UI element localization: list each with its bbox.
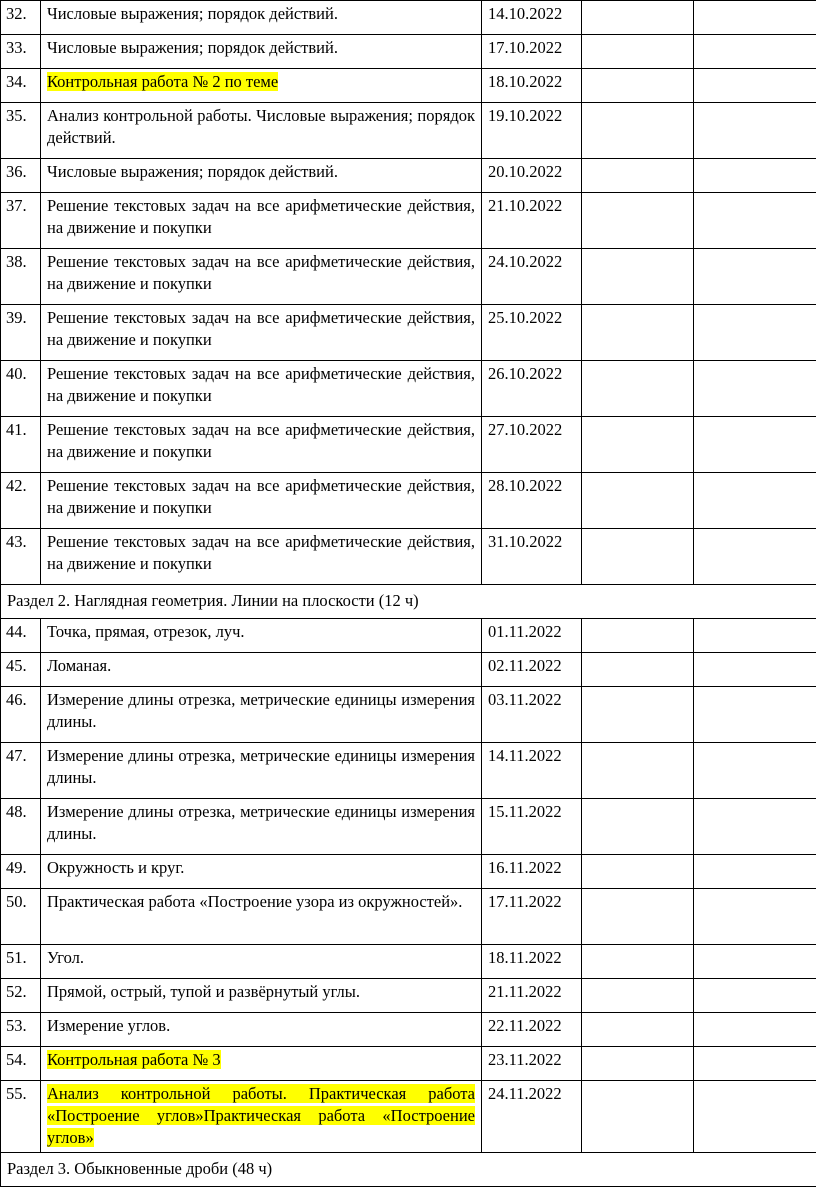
lesson-row: [1, 305, 816, 361]
lesson-row: [1, 103, 816, 159]
lesson-number: 51.: [1, 945, 41, 979]
lesson-topic: Решение текстовых задач на все арифметические действия, на движение и покупки: [47, 196, 475, 237]
actual-date-cell: [582, 743, 694, 799]
lesson-row: [1, 889, 816, 945]
lesson-date: 02.11.2022: [482, 653, 582, 687]
lesson-topic-cell: [41, 653, 482, 687]
notes-cell: [694, 743, 816, 799]
lesson-topic: Измерение длины отрезка, метрические единицы измерения длины.: [47, 690, 475, 731]
lesson-topic-cell: [41, 1013, 482, 1047]
lesson-topic: Решение текстовых задач на все арифметические действия, на движение и покупки: [47, 308, 475, 349]
lesson-topic: Числовые выражения; порядок действий.: [47, 162, 338, 181]
lesson-row: [1, 799, 816, 855]
lesson-number: 45.: [1, 653, 41, 687]
lesson-number: 48.: [1, 799, 41, 855]
lesson-number: 36.: [1, 159, 41, 193]
lesson-topic-cell: [41, 799, 482, 855]
notes-cell: [694, 1047, 816, 1081]
lesson-date: 27.10.2022: [482, 417, 582, 473]
section-row: [1, 585, 816, 619]
lesson-row: [1, 1047, 816, 1081]
lesson-topic-cell: [41, 979, 482, 1013]
notes-cell: [694, 687, 816, 743]
lesson-row: [1, 417, 816, 473]
notes-cell: [694, 159, 816, 193]
lesson-topic: Решение текстовых задач на все арифметические действия, на движение и покупки: [47, 364, 475, 405]
lesson-topic: Измерение углов.: [47, 1016, 171, 1035]
lesson-row: [1, 743, 816, 799]
notes-cell: [694, 193, 816, 249]
notes-cell: [694, 979, 816, 1013]
lesson-number: 39.: [1, 305, 41, 361]
lesson-date: 24.10.2022: [482, 249, 582, 305]
lesson-topic-cell: [41, 1081, 482, 1153]
lesson-topic: Угол.: [47, 948, 84, 967]
lesson-topic-cell: [41, 473, 482, 529]
lesson-topic-cell: [41, 193, 482, 249]
lesson-date: 19.10.2022: [482, 103, 582, 159]
lesson-row: [1, 361, 816, 417]
actual-date-cell: [582, 1047, 694, 1081]
lesson-date: 28.10.2022: [482, 473, 582, 529]
lesson-date: 03.11.2022: [482, 687, 582, 743]
lesson-topic: Решение текстовых задач на все арифметические действия, на движение и покупки: [47, 420, 475, 461]
lesson-topic-cell: [41, 743, 482, 799]
notes-cell: [694, 619, 816, 653]
lesson-row: [1, 945, 816, 979]
notes-cell: [694, 1081, 816, 1153]
lesson-date: 18.11.2022: [482, 945, 582, 979]
lesson-row: [1, 687, 816, 743]
notes-cell: [694, 1013, 816, 1047]
actual-date-cell: [582, 529, 694, 585]
lesson-number: 32.: [1, 1, 41, 35]
actual-date-cell: [582, 979, 694, 1013]
lesson-topic-cell: [41, 103, 482, 159]
lesson-row: [1, 193, 816, 249]
lesson-number: 37.: [1, 193, 41, 249]
notes-cell: [694, 945, 816, 979]
lesson-date: 14.10.2022: [482, 1, 582, 35]
notes-cell: [694, 35, 816, 69]
actual-date-cell: [582, 35, 694, 69]
lesson-topic-cell: [41, 889, 482, 945]
lesson-row: [1, 1, 816, 35]
notes-cell: [694, 69, 816, 103]
lesson-number: 53.: [1, 1013, 41, 1047]
lesson-topic-cell: [41, 1047, 482, 1081]
lesson-topic-cell: [41, 855, 482, 889]
actual-date-cell: [582, 799, 694, 855]
lesson-topic-cell: [41, 529, 482, 585]
lesson-date: 20.10.2022: [482, 159, 582, 193]
lesson-date: 17.10.2022: [482, 35, 582, 69]
actual-date-cell: [582, 653, 694, 687]
actual-date-cell: [582, 249, 694, 305]
lesson-topic-cell: [41, 305, 482, 361]
lesson-date: 24.11.2022: [482, 1081, 582, 1153]
lesson-topic-cell: [41, 361, 482, 417]
lesson-number: 49.: [1, 855, 41, 889]
notes-cell: [694, 529, 816, 585]
lesson-topic-cell: [41, 35, 482, 69]
lesson-number: 41.: [1, 417, 41, 473]
lesson-number: 42.: [1, 473, 41, 529]
notes-cell: [694, 361, 816, 417]
lesson-number: 47.: [1, 743, 41, 799]
lesson-topic: Решение текстовых задач на все арифметические действия, на движение и покупки: [47, 476, 475, 517]
lesson-topic-cell: [41, 687, 482, 743]
actual-date-cell: [582, 103, 694, 159]
lesson-topic-cell: [41, 159, 482, 193]
lesson-number: 44.: [1, 619, 41, 653]
notes-cell: [694, 653, 816, 687]
lesson-topic: Измерение длины отрезка, метрические единицы измерения длины.: [47, 746, 475, 787]
actual-date-cell: [582, 69, 694, 103]
lesson-number: 35.: [1, 103, 41, 159]
lesson-row: [1, 979, 816, 1013]
lesson-number: 52.: [1, 979, 41, 1013]
lesson-row: [1, 529, 816, 585]
lesson-row: [1, 1013, 816, 1047]
lesson-topic: Практическая работа «Построение узора из окружностей».: [47, 892, 463, 911]
lesson-topic-cell: [41, 619, 482, 653]
actual-date-cell: [582, 305, 694, 361]
lesson-date: 21.10.2022: [482, 193, 582, 249]
lesson-date: 14.11.2022: [482, 743, 582, 799]
lesson-number: 54.: [1, 1047, 41, 1081]
lesson-date: 21.11.2022: [482, 979, 582, 1013]
notes-cell: [694, 103, 816, 159]
lesson-date: 31.10.2022: [482, 529, 582, 585]
lesson-number: 34.: [1, 69, 41, 103]
lesson-plan-body: [1, 1, 816, 1187]
lesson-date: 17.11.2022: [482, 889, 582, 945]
lesson-date: 01.11.2022: [482, 619, 582, 653]
lesson-topic: Решение текстовых задач на все арифметические действия, на движение и покупки: [47, 252, 475, 293]
actual-date-cell: [582, 417, 694, 473]
lesson-number: 55.: [1, 1081, 41, 1153]
actual-date-cell: [582, 687, 694, 743]
lesson-topic: Числовые выражения; порядок действий.: [47, 38, 338, 57]
lesson-topic: Анализ контрольной работы. Числовые выражения; порядок действий.: [47, 106, 475, 147]
lesson-row: [1, 855, 816, 889]
lesson-topic: Прямой, острый, тупой и развёрнутый углы.: [47, 982, 360, 1001]
lesson-date: 18.10.2022: [482, 69, 582, 103]
lesson-row: [1, 159, 816, 193]
lesson-row: [1, 619, 816, 653]
lesson-number: 50.: [1, 889, 41, 945]
lesson-row: [1, 1081, 816, 1153]
lesson-topic-cell: [41, 1, 482, 35]
lesson-date: 15.11.2022: [482, 799, 582, 855]
lesson-row: [1, 69, 816, 103]
actual-date-cell: [582, 619, 694, 653]
actual-date-cell: [582, 473, 694, 529]
lesson-topic-cell: [41, 417, 482, 473]
lesson-topic: Ломаная.: [47, 656, 112, 675]
notes-cell: [694, 799, 816, 855]
lesson-topic-cell: [41, 69, 482, 103]
actual-date-cell: [582, 889, 694, 945]
lesson-topic: Измерение длины отрезка, метрические единицы измерения длины.: [47, 802, 475, 843]
actual-date-cell: [582, 1013, 694, 1047]
lesson-topic: Числовые выражения; порядок действий.: [47, 4, 338, 23]
section-title: Раздел 3. Обыкновенные дроби (48 ч): [1, 1153, 816, 1187]
notes-cell: [694, 1, 816, 35]
notes-cell: [694, 889, 816, 945]
actual-date-cell: [582, 1, 694, 35]
actual-date-cell: [582, 945, 694, 979]
lesson-row: [1, 35, 816, 69]
lesson-row: [1, 249, 816, 305]
notes-cell: [694, 249, 816, 305]
highlighted-lesson-topic: Контрольная работа № 2 по теме: [47, 72, 279, 91]
notes-cell: [694, 417, 816, 473]
lesson-number: 43.: [1, 529, 41, 585]
lesson-number: 40.: [1, 361, 41, 417]
lesson-row: [1, 653, 816, 687]
notes-cell: [694, 855, 816, 889]
actual-date-cell: [582, 193, 694, 249]
lesson-topic-cell: [41, 249, 482, 305]
lesson-date: 26.10.2022: [482, 361, 582, 417]
actual-date-cell: [582, 855, 694, 889]
lesson-topic-cell: [41, 945, 482, 979]
lesson-date: 23.11.2022: [482, 1047, 582, 1081]
lesson-number: 46.: [1, 687, 41, 743]
lesson-date: 22.11.2022: [482, 1013, 582, 1047]
actual-date-cell: [582, 361, 694, 417]
lesson-topic: Окружность и круг.: [47, 858, 185, 877]
lesson-topic: Точка, прямая, отрезок, луч.: [47, 622, 245, 641]
lesson-row: [1, 473, 816, 529]
lesson-number: 33.: [1, 35, 41, 69]
actual-date-cell: [582, 159, 694, 193]
notes-cell: [694, 473, 816, 529]
highlighted-lesson-topic: Анализ контрольной работы. Практическая работа «Построение углов»Практическая работа «Построение углов»: [47, 1084, 475, 1147]
lesson-date: 25.10.2022: [482, 305, 582, 361]
lesson-number: 38.: [1, 249, 41, 305]
actual-date-cell: [582, 1081, 694, 1153]
highlighted-lesson-topic: Контрольная работа № 3: [47, 1050, 221, 1069]
section-row: [1, 1153, 816, 1187]
section-title: Раздел 2. Наглядная геометрия. Линии на плоскости (12 ч): [1, 585, 816, 619]
lesson-date: 16.11.2022: [482, 855, 582, 889]
notes-cell: [694, 305, 816, 361]
lesson-topic: Решение текстовых задач на все арифметические действия, на движение и покупки: [47, 532, 475, 573]
